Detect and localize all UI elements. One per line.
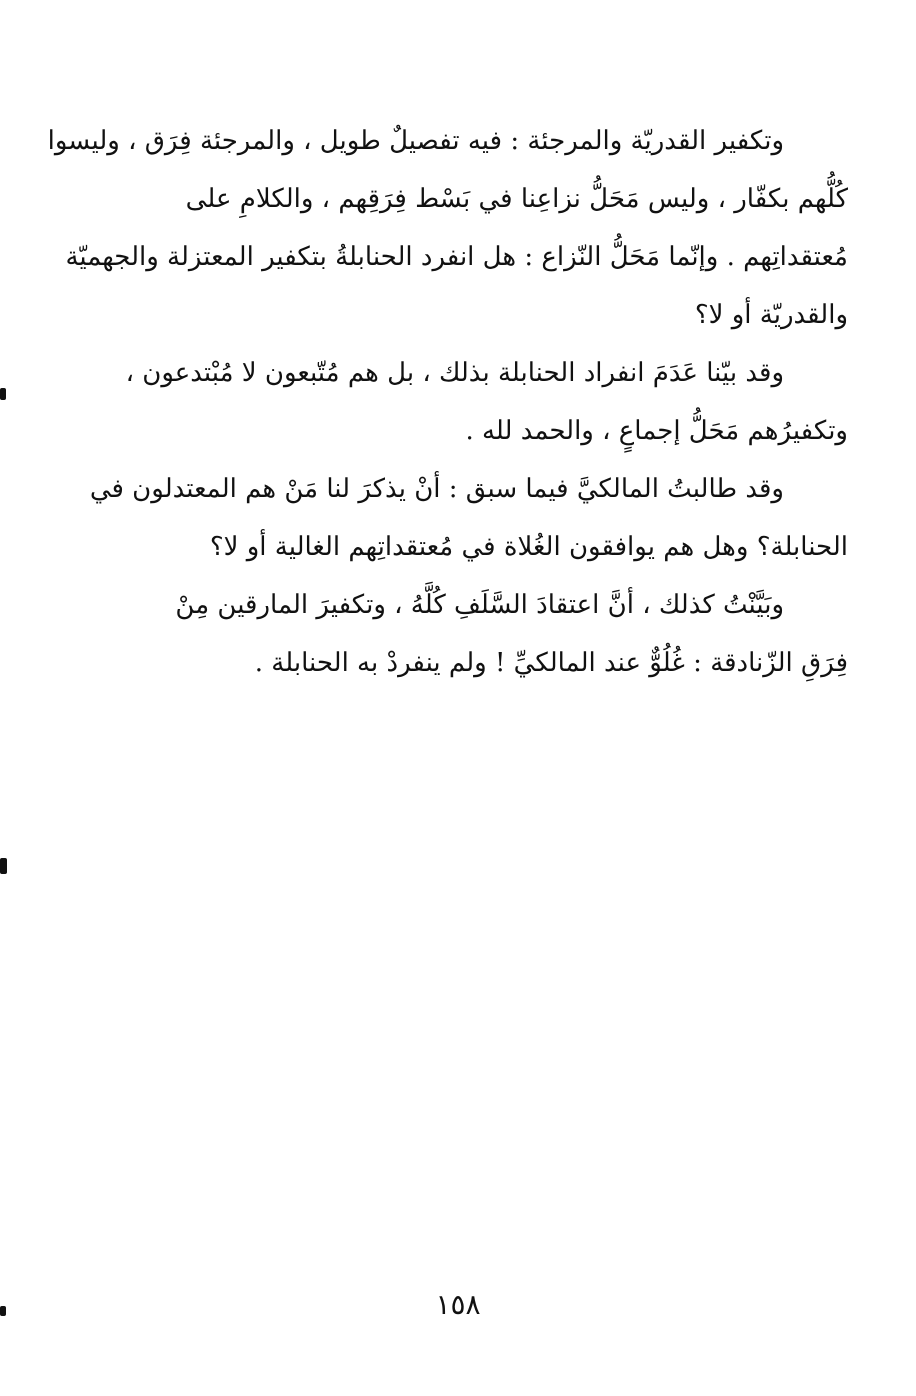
scan-edge-mark (0, 858, 7, 874)
text-line: والقدريّة أو لا؟ (694, 300, 848, 330)
text-line: وقد طالبتُ المالكيَّ فيما سبق : أنْ يذكرَ لنا مَنْ هم المعتدلون في (89, 474, 784, 504)
scan-edge-mark (0, 1306, 6, 1316)
text-line: كُلُّهم بكفّار ، وليس مَحَلُّ نزاعِنا في بَسْط فِرَقِهم ، والكلامِ على (185, 184, 848, 214)
text-line: وتكفيرُهم مَحَلُّ إجماعٍ ، والحمد لله . (465, 416, 848, 446)
text-line: وبَيَّنْتُ كذلك ، أنَّ اعتقادَ السَّلَفِ كُلَّهُ ، وتكفيرَ المارقين مِنْ (175, 590, 784, 620)
scan-edge-mark (0, 388, 6, 400)
text-line: وقد بيّنا عَدَمَ انفراد الحنابلة بذلك ، بل هم مُتّبعون لا مُبْتدعون ، (125, 358, 784, 388)
body-text (47, 112, 848, 692)
paragraph-2 (58, 344, 848, 460)
paragraph-1 (47, 112, 848, 344)
paragraph-4 (58, 576, 848, 692)
paragraph-3 (58, 460, 848, 576)
page-number: ١٥٨ (435, 1288, 481, 1321)
text-line: مُعتقداتِهم . وإنّما مَحَلُّ النّزاع : هل انفرد الحنابلةُ بتكفير المعتزلة والجهميّة (65, 242, 848, 272)
text-line: وتكفير القدريّة والمرجئة : فيه تفصيلٌ طويل ، والمرجئة فِرَق ، وليسوا (47, 126, 784, 156)
text-line: الحنابلة؟ وهل هم يوافقون الغُلاة في مُعتقداتِهم الغالية أو لا؟ (209, 532, 848, 562)
text-line: فِرَقِ الزّنادقة : غُلُوٌّ عند المالكيِّ ! ولم ينفردْ به الحنابلة . (254, 648, 848, 678)
